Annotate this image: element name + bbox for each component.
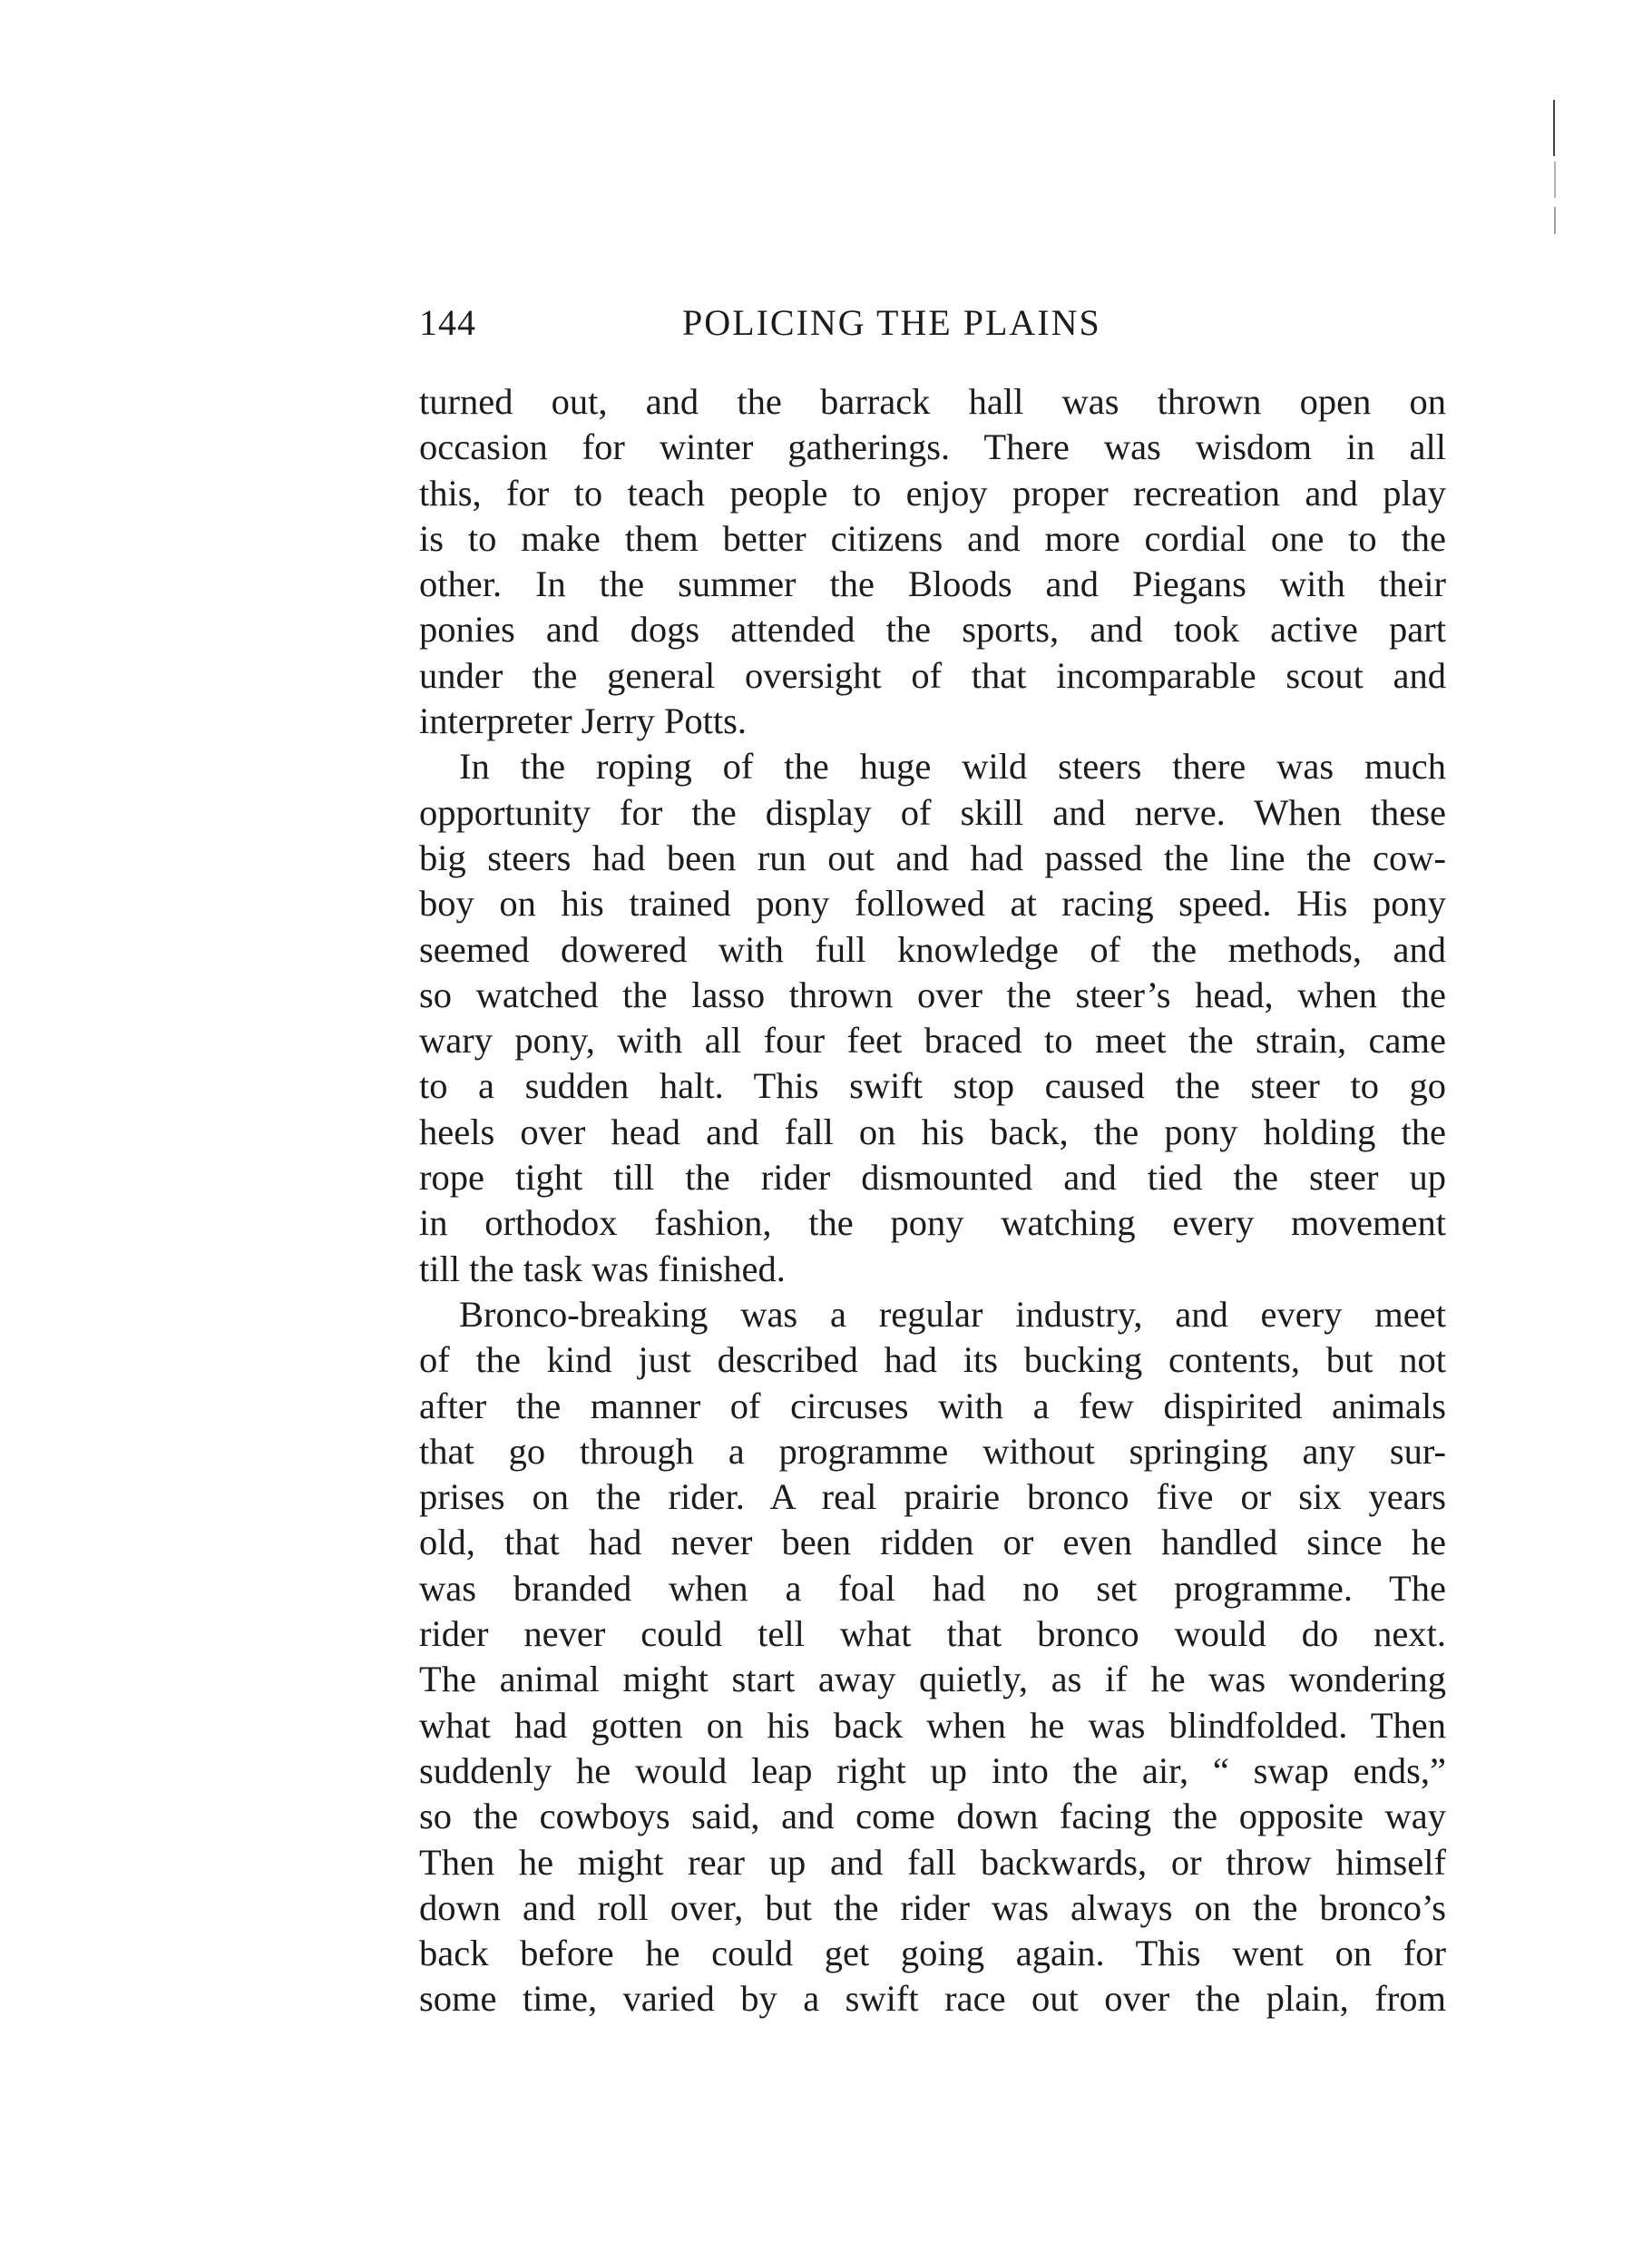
text-line: of the kind just described had its bucking contents, but not bbox=[419, 1339, 1446, 1381]
paragraph bbox=[419, 744, 1446, 1292]
text-line: big steers had been run out and had passed the line the cow- bbox=[419, 837, 1446, 878]
text-line: was branded when a foal had no set programme. The bbox=[419, 1567, 1446, 1609]
text-line: suddenly he would leap right up into the air, “ swap ends,” bbox=[419, 1749, 1446, 1791]
text-line: wary pony, with all four feet braced to meet the strain, came bbox=[419, 1020, 1446, 1062]
text-line: what had gotten on his back when he was blindfolded. Then bbox=[419, 1704, 1446, 1746]
text-line: turned out, and the barrack hall was thrown open on bbox=[419, 381, 1446, 422]
text-line: down and roll over, but the rider was always on the bronco’s bbox=[419, 1886, 1446, 1928]
paragraph bbox=[419, 1292, 1446, 2022]
scan-edge-mark bbox=[1554, 207, 1556, 234]
text-line: prises on the rider. A real prairie bronco five or six years bbox=[419, 1476, 1446, 1518]
running-title: POLICING THE PLAINS bbox=[682, 302, 1101, 343]
text-line: that go through a programme without springing any sur- bbox=[419, 1430, 1446, 1472]
text-line: after the manner of circuses with a few dispirited animals bbox=[419, 1385, 1446, 1426]
text-line: under the general oversight of that incomparable scout and bbox=[419, 654, 1446, 696]
running-head bbox=[419, 301, 1453, 347]
text-line: old, that had never been ridden or even handled since he bbox=[419, 1522, 1446, 1563]
text-line: this, for to teach people to enjoy proper recreation and play bbox=[419, 472, 1446, 514]
text-line: interpreter Jerry Potts. bbox=[419, 700, 748, 742]
text-line: rider never could tell what that bronco would do next. bbox=[419, 1613, 1446, 1655]
scan-edge-mark bbox=[1553, 100, 1555, 156]
text-line: ponies and dogs attended the sports, and took active part bbox=[419, 609, 1446, 651]
text-line: so the cowboys said, and come down facing the opposite way bbox=[419, 1796, 1446, 1837]
text-line: back before he could get going again. This went on for bbox=[419, 1933, 1446, 1974]
text-line: occasion for winter gatherings. There was wisdom in all bbox=[419, 426, 1446, 468]
text-line: The animal might start away quietly, as if he was wondering bbox=[419, 1659, 1446, 1700]
paragraph bbox=[419, 379, 1446, 744]
page-number: 144 bbox=[419, 302, 476, 343]
text-line: other. In the summer the Bloods and Piegans with their bbox=[419, 563, 1446, 605]
text-line: boy on his trained pony followed at racing speed. His pony bbox=[419, 883, 1446, 925]
text-line: so watched the lasso thrown over the steer’s head, when the bbox=[419, 974, 1446, 1015]
scan-edge-mark bbox=[1554, 162, 1556, 198]
text-line: Then he might rear up and fall backwards, or throw himself bbox=[419, 1841, 1446, 1883]
body-text bbox=[419, 379, 1446, 2022]
text-line: heels over head and fall on his back, the pony holding the bbox=[419, 1111, 1446, 1152]
text-line: till the task was finished. bbox=[419, 1248, 786, 1289]
text-line: opportunity for the display of skill and nerve. When these bbox=[419, 791, 1446, 833]
text-line: in orthodox fashion, the pony watching every movement bbox=[419, 1202, 1446, 1244]
text-line: some time, varied by a swift race out over the plain, from bbox=[419, 1978, 1446, 2020]
text-line: seemed dowered with full knowledge of the methods, and bbox=[419, 928, 1446, 970]
text-line: to a sudden halt. This swift stop caused the steer to go bbox=[419, 1065, 1446, 1107]
text-line: is to make them better citizens and more cordial one to the bbox=[419, 517, 1446, 559]
text-line: Bronco-breaking was a regular industry, and every meet bbox=[459, 1293, 1446, 1335]
text-line: In the roping of the huge wild steers there was much bbox=[459, 746, 1446, 788]
text-line: rope tight till the rider dismounted and tied the steer up bbox=[419, 1157, 1446, 1199]
